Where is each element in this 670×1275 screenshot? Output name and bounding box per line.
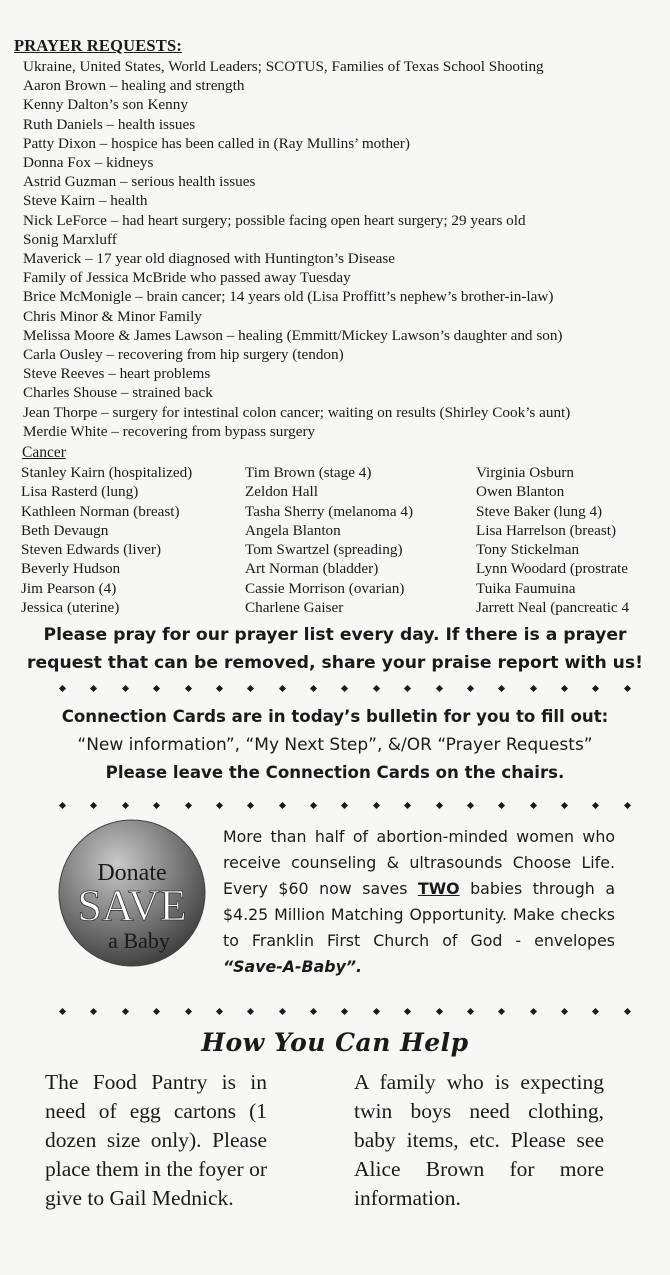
diamond-bullet bbox=[624, 1007, 631, 1014]
prayer-request-item: Kenny Dalton’s son Kenny bbox=[23, 96, 188, 114]
diamond-bullet bbox=[247, 1007, 254, 1014]
diamond-bullet bbox=[59, 684, 66, 691]
cancer-list-item: Kathleen Norman (breast) bbox=[21, 502, 180, 520]
prayer-request-item: Ukraine, United States, World Leaders; SCOTUS, Families of Texas School Shooting bbox=[23, 58, 544, 75]
cancer-list-item: Jim Pearson (4) bbox=[21, 579, 117, 597]
diamond-bullet bbox=[279, 801, 286, 808]
diamond-bullet bbox=[592, 684, 599, 691]
how-you-can-help-title: How You Can Help bbox=[201, 1028, 469, 1057]
diamond-bullet bbox=[247, 801, 254, 808]
cancer-list-item: Zeldon Hall bbox=[245, 483, 318, 501]
diamond-bullet bbox=[624, 801, 631, 808]
cancer-list-item: Beverly Hudson bbox=[21, 560, 121, 578]
cancer-list-item: Cassie Morrison (ovarian) bbox=[245, 579, 405, 597]
diamond-bullet bbox=[247, 684, 254, 691]
save-text-part: babies through a $4.25 Million Matching Opportunity. Make checks to Franklin First Church of God - envelopes bbox=[223, 879, 615, 950]
diamond-bullet bbox=[59, 1007, 66, 1014]
prayer-request-item: Ruth Daniels – health issues bbox=[23, 115, 196, 133]
diamond-bullet bbox=[184, 684, 191, 691]
connection-cards-title: Connection Cards are in today’s bulletin for you to fill out: bbox=[61, 707, 609, 726]
diamond-bullet bbox=[90, 684, 97, 691]
diamond-bullet bbox=[561, 1007, 568, 1014]
badge-baby-text: a Baby bbox=[108, 928, 170, 953]
diamond-bullet bbox=[122, 684, 129, 691]
diamond-bullet bbox=[530, 801, 537, 808]
cancer-list-item: Jessica (uterine) bbox=[21, 599, 120, 617]
donate-save-a-baby-logo bbox=[57, 818, 207, 968]
diamond-bullet bbox=[404, 684, 411, 691]
prayer-request-item: Donna Fox – kidneys bbox=[23, 154, 154, 172]
diamond-bullet bbox=[122, 1007, 129, 1014]
cancer-list-item: Tim Brown (stage 4) bbox=[245, 464, 372, 481]
pray-note-line-1: Please pray for our prayer list every day. If there is a prayer bbox=[43, 625, 627, 645]
diamond-bullet bbox=[279, 684, 286, 691]
diamond-bullet bbox=[216, 1007, 223, 1014]
diamond-bullet bbox=[530, 1007, 537, 1014]
diamond-bullet bbox=[90, 801, 97, 808]
diamond-bullet bbox=[467, 801, 474, 808]
diamond-bullet bbox=[498, 684, 505, 691]
prayer-request-item: Chris Minor & Minor Family bbox=[23, 307, 202, 325]
diamond-bullet bbox=[341, 801, 348, 808]
prayer-request-item: Astrid Guzman – serious health issues bbox=[23, 173, 256, 191]
prayer-request-item: Steve Reeves – heart problems bbox=[23, 365, 211, 383]
pray-daily-note bbox=[0, 621, 670, 677]
diamond-bullet bbox=[373, 801, 380, 808]
cancer-list-item: Charlene Gaiser bbox=[245, 599, 344, 617]
cancer-list-item: Steven Edwards (liver) bbox=[21, 541, 162, 559]
save-text-part: More than half of abortion-minded women who receive counseling & ultrasounds Choose Life. Every $60 now saves bbox=[223, 827, 615, 898]
cancer-list-item: Steve Baker (lung 4) bbox=[476, 502, 603, 520]
food-pantry-request: The Food Pantry is in need of egg cartons (1 dozen size only). Please place them in the foyer or give to Gail Mednick. bbox=[45, 1070, 267, 1210]
diamond-bullet bbox=[153, 801, 160, 808]
save-text-envelope: “Save-A-Baby”. bbox=[223, 957, 363, 976]
diamond-bullet bbox=[467, 1007, 474, 1014]
cancer-list-item: Beth Devaugn bbox=[21, 521, 109, 539]
cancer-list-item: Tony Stickelman bbox=[476, 541, 580, 559]
diamond-bullet bbox=[310, 684, 317, 691]
diamond-bullet bbox=[341, 684, 348, 691]
diamond-bullet bbox=[404, 1007, 411, 1014]
diamond-bullet bbox=[530, 684, 537, 691]
diamond-bullet bbox=[592, 801, 599, 808]
connection-cards-options: “New information”, “My Next Step”, &/OR “Prayer Requests” bbox=[77, 735, 593, 755]
cancer-list-column-2 bbox=[245, 463, 413, 617]
diamond-bullet bbox=[373, 684, 380, 691]
diamond-bullet bbox=[153, 684, 160, 691]
save-a-baby-description bbox=[223, 824, 615, 980]
cancer-list-column-1 bbox=[21, 463, 192, 617]
cancer-list-item: Owen Blanton bbox=[476, 483, 565, 501]
prayer-request-item: Brice McMonigle – brain cancer; 14 years old (Lisa Proffitt’s nephew’s brother-in-law) bbox=[23, 288, 554, 306]
badge-donate-text: Donate bbox=[97, 860, 167, 886]
cancer-list-item: Jarrett Neal (pancreatic 4 bbox=[476, 599, 630, 617]
cancer-list-item: Tasha Sherry (melanoma 4) bbox=[245, 502, 414, 520]
prayer-request-item: Charles Shouse – strained back bbox=[23, 384, 213, 402]
diamond-bullet bbox=[216, 801, 223, 808]
diamond-bullet bbox=[561, 684, 568, 691]
cancer-list-item: Lisa Rasterd (lung) bbox=[21, 483, 139, 501]
diamond-bullet bbox=[122, 801, 129, 808]
diamond-bullet bbox=[216, 684, 223, 691]
cancer-list-item: Tuika Faumuina bbox=[476, 579, 576, 597]
diamond-bullet bbox=[624, 684, 631, 691]
cancer-list-item: Lisa Harrelson (breast) bbox=[476, 521, 617, 539]
prayer-request-item: Steve Kairn – health bbox=[23, 192, 148, 210]
pray-note-line-2: request that can be removed, share your praise report with us! bbox=[27, 653, 643, 673]
diamond-bullet bbox=[561, 801, 568, 808]
cancer-heading: Cancer bbox=[22, 444, 66, 461]
diamond-divider bbox=[60, 1006, 630, 1016]
cancer-list-item: Virginia Osburn bbox=[476, 464, 574, 481]
diamond-bullet bbox=[592, 1007, 599, 1014]
diamond-bullet bbox=[498, 1007, 505, 1014]
prayer-request-item: Family of Jessica McBride who passed away Tuesday bbox=[23, 269, 351, 287]
diamond-bullet bbox=[59, 801, 66, 808]
save-text-emphasis: TWO bbox=[417, 879, 460, 898]
prayer-request-item: Patty Dixon – hospice has been called in (Ray Mullins’ mother) bbox=[23, 134, 410, 152]
prayer-requests-heading: PRAYER REQUESTS: bbox=[14, 36, 183, 55]
diamond-bullet bbox=[279, 1007, 286, 1014]
prayer-request-item: Nick LeForce – had heart surgery; possible facing open heart surgery; 29 years old bbox=[23, 211, 526, 229]
connection-cards-instruction: Please leave the Connection Cards on the chairs. bbox=[105, 763, 565, 782]
prayer-request-item: Carla Ousley – recovering from hip surgery (tendon) bbox=[23, 346, 344, 364]
diamond-bullet bbox=[435, 801, 442, 808]
diamond-bullet bbox=[373, 1007, 380, 1014]
diamond-bullet bbox=[310, 1007, 317, 1014]
diamond-bullet bbox=[435, 1007, 442, 1014]
prayer-request-list bbox=[23, 57, 663, 441]
diamond-bullet bbox=[435, 684, 442, 691]
prayer-request-item: Maverick – 17 year old diagnosed with Huntington’s Disease bbox=[23, 250, 396, 268]
diamond-bullet bbox=[184, 1007, 191, 1014]
cancer-list-item: Lynn Woodard (prostrate bbox=[476, 560, 629, 578]
cancer-list-item: Angela Blanton bbox=[245, 521, 341, 539]
cancer-list-item: Stanley Kairn (hospitalized) bbox=[21, 464, 193, 481]
diamond-bullet bbox=[90, 1007, 97, 1014]
diamond-bullet bbox=[467, 684, 474, 691]
diamond-bullet bbox=[184, 801, 191, 808]
diamond-bullet bbox=[310, 801, 317, 808]
diamond-bullet bbox=[404, 801, 411, 808]
cancer-list-item: Tom Swartzel (spreading) bbox=[245, 541, 403, 559]
diamond-bullet bbox=[341, 1007, 348, 1014]
diamond-bullet bbox=[153, 1007, 160, 1014]
cancer-list-item: Art Norman (bladder) bbox=[245, 560, 379, 578]
twin-boys-request: A family who is expecting twin boys need clothing, baby items, etc. Please see Alice Brown for more information. bbox=[354, 1070, 604, 1210]
diamond-bullet bbox=[498, 801, 505, 808]
badge-save-text: SAVE bbox=[77, 881, 187, 930]
prayer-request-item: Aaron Brown – healing and strength bbox=[23, 77, 245, 95]
prayer-request-item: Jean Thorpe – surgery for intestinal colon cancer; waiting on results (Shirley Cook’s aunt) bbox=[23, 403, 571, 421]
prayer-request-item: Merdie White – recovering from bypass surgery bbox=[23, 422, 316, 440]
diamond-divider bbox=[60, 683, 630, 693]
diamond-divider bbox=[60, 800, 630, 810]
prayer-request-item: Melissa Moore & James Lawson – healing (Emmitt/Mickey Lawson’s daughter and son) bbox=[23, 326, 563, 344]
cancer-list-column-3 bbox=[476, 463, 629, 617]
prayer-request-item: Sonig Marxluff bbox=[23, 230, 117, 248]
